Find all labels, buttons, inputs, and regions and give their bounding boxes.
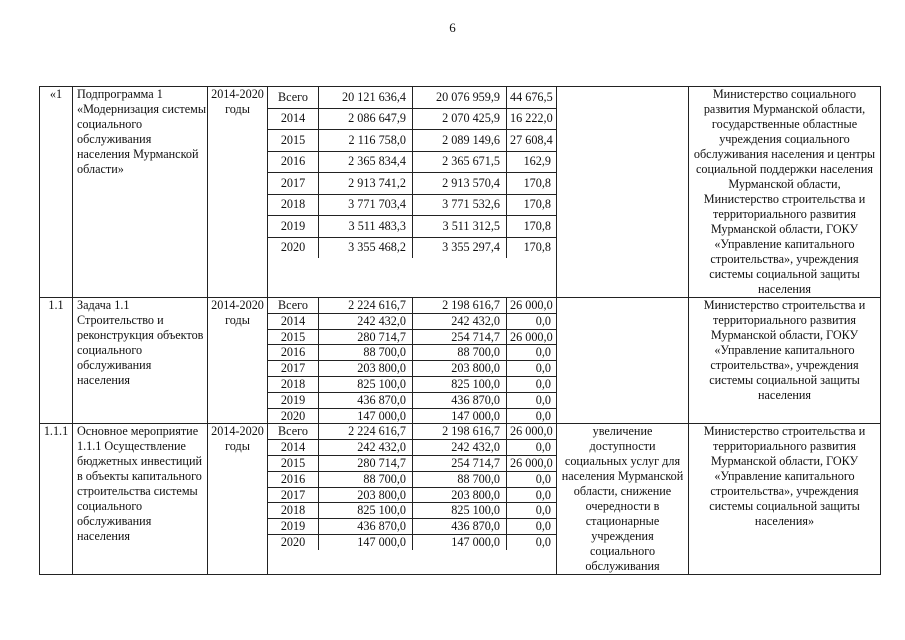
- finance-row: [268, 440, 556, 456]
- other-funds-cell: 27 608,4: [507, 130, 557, 152]
- finance-row: [268, 471, 556, 487]
- total-cell: 88 700,0: [319, 471, 413, 487]
- other-funds-cell: 0,0: [507, 471, 557, 487]
- finance-row: [268, 151, 556, 173]
- year-cell: 2020: [280, 534, 306, 549]
- finance-cell: [268, 424, 557, 575]
- row-name: Задача 1.1 Строительство и реконструкция объектов социального обслуживания населения: [73, 298, 208, 424]
- other-funds-cell: 170,8: [507, 194, 557, 216]
- other-funds-cell: 0,0: [507, 487, 557, 503]
- other-funds-cell: 0,0: [507, 376, 557, 392]
- finance-row: [268, 130, 556, 152]
- regional-budget-cell: 88 700,0: [413, 345, 507, 361]
- finance-row: [268, 298, 556, 313]
- other-funds-cell: 170,8: [507, 173, 557, 195]
- total-cell: 3 511 483,3: [319, 216, 413, 238]
- year-cell: Всего: [268, 298, 319, 313]
- regional-budget-cell: 2 070 425,9: [413, 108, 507, 130]
- other-funds-cell: 0,0: [507, 440, 557, 456]
- total-cell: 280 714,7: [319, 329, 413, 345]
- year-cell: 2019: [268, 392, 319, 408]
- year-cell: 2018: [268, 194, 319, 216]
- other-funds-cell: 26 000,0: [507, 298, 557, 313]
- regional-budget-cell: 3 355 297,4: [413, 237, 507, 258]
- other-funds-cell: 0,0: [507, 313, 557, 329]
- other-funds-cell: 0,0: [507, 519, 557, 535]
- total-cell: 2 224 616,7: [319, 298, 413, 313]
- row-period: 2014-2020 годы: [208, 424, 268, 575]
- other-funds-cell: 26 000,0: [507, 424, 557, 439]
- row-period: 2014-2020 годы: [208, 298, 268, 424]
- table-row-section-1: [40, 87, 881, 298]
- year-cell: Всего: [268, 424, 319, 439]
- table-row-section-2: [40, 298, 881, 424]
- finance-cell: [268, 298, 557, 424]
- regional-budget-cell: 436 870,0: [413, 519, 507, 535]
- regional-budget-cell: 20 076 959,9: [413, 87, 507, 108]
- other-funds-cell: 0,0: [507, 361, 557, 377]
- page-number: 6: [449, 20, 456, 35]
- regional-budget-cell: 825 100,0: [413, 376, 507, 392]
- finance-row: [268, 424, 556, 439]
- row-result: увеличение доступности социальных услуг для населения Мурманской области, снижение очередности в стационарные учреждения социального обслуживания: [557, 424, 689, 575]
- total-cell: 280 714,7: [319, 455, 413, 471]
- total-cell: 2 365 834,4: [319, 151, 413, 173]
- year-cell: 2018: [268, 376, 319, 392]
- finance-row: [268, 392, 556, 408]
- finance-row: [268, 534, 556, 549]
- regional-budget-cell: 147 000,0: [413, 408, 507, 423]
- regional-budget-cell: 203 800,0: [413, 361, 507, 377]
- year-cell: 2015: [268, 455, 319, 471]
- total-cell: 825 100,0: [319, 376, 413, 392]
- year-cell: 2016: [268, 151, 319, 173]
- year-cell: 2015: [268, 329, 319, 345]
- other-funds-cell: 26 000,0: [507, 329, 557, 345]
- total-cell: 2 913 741,2: [319, 173, 413, 195]
- finance-row: [268, 237, 556, 258]
- year-cell: 2015: [268, 130, 319, 152]
- total-cell: 242 432,0: [319, 440, 413, 456]
- regional-budget-cell: 242 432,0: [413, 313, 507, 329]
- regional-budget-cell: 88 700,0: [413, 471, 507, 487]
- finance-row: [268, 361, 556, 377]
- year-cell: 2018: [268, 503, 319, 519]
- other-funds-cell: 0,0: [507, 503, 557, 519]
- table-row-section-3: [40, 424, 881, 575]
- finance-row: [268, 173, 556, 195]
- total-cell: 436 870,0: [319, 519, 413, 535]
- other-funds-cell: 162,9: [507, 151, 557, 173]
- program-table: [39, 86, 881, 575]
- other-funds-cell: 16 222,0: [507, 108, 557, 130]
- regional-budget-cell: 2 089 149,6: [413, 130, 507, 152]
- finance-row: [268, 376, 556, 392]
- other-funds-cell: 170,8: [507, 237, 557, 258]
- regional-budget-cell: 2 913 570,4: [413, 173, 507, 195]
- finance-row: [268, 313, 556, 329]
- year-cell: 2017: [268, 173, 319, 195]
- year-cell: 2014: [268, 440, 319, 456]
- other-funds-cell: 44 676,5: [507, 87, 557, 108]
- year-cell: 2014: [268, 313, 319, 329]
- row-ministry: Министерство строительства и территориального развития Мурманской области, ГОКУ «Управление капитального строительства», учреждения системы социальной защиты населения: [689, 298, 881, 424]
- finance-table: [268, 298, 556, 423]
- regional-budget-cell: 3 771 532,6: [413, 194, 507, 216]
- other-funds-cell: 26 000,0: [507, 455, 557, 471]
- regional-budget-cell: 825 100,0: [413, 503, 507, 519]
- year-cell: 2016: [268, 471, 319, 487]
- total-cell: 2 086 647,9: [319, 108, 413, 130]
- other-funds-cell: 0,0: [507, 408, 557, 423]
- finance-row: [268, 519, 556, 535]
- row-number: «1: [40, 87, 73, 298]
- finance-table: [268, 424, 556, 549]
- finance-row: [268, 345, 556, 361]
- total-cell: 2 116 758,0: [319, 130, 413, 152]
- total-cell: 2 224 616,7: [319, 424, 413, 439]
- total-cell: 203 800,0: [319, 487, 413, 503]
- total-cell: 147 000,0: [319, 408, 413, 423]
- regional-budget-cell: 242 432,0: [413, 440, 507, 456]
- finance-row: [268, 194, 556, 216]
- row-number: 1.1: [40, 298, 73, 424]
- total-cell: 147 000,0: [319, 534, 413, 549]
- year-cell: Всего: [268, 87, 319, 108]
- regional-budget-cell: 436 870,0: [413, 392, 507, 408]
- finance-row: [268, 503, 556, 519]
- row-period: 2014-2020 годы: [208, 87, 268, 298]
- total-cell: 436 870,0: [319, 392, 413, 408]
- finance-row: [268, 108, 556, 130]
- finance-table: [268, 87, 556, 258]
- finance-row: [268, 329, 556, 345]
- total-cell: 203 800,0: [319, 361, 413, 377]
- regional-budget-cell: 2 365 671,5: [413, 151, 507, 173]
- total-cell: 88 700,0: [319, 345, 413, 361]
- other-funds-cell: 0,0: [507, 345, 557, 361]
- regional-budget-cell: 2 198 616,7: [413, 424, 507, 439]
- total-cell: 3 771 703,4: [319, 194, 413, 216]
- finance-row: [268, 87, 556, 108]
- year-cell: 2020: [280, 408, 306, 423]
- other-funds-cell: 170,8: [507, 216, 557, 238]
- regional-budget-cell: 2 198 616,7: [413, 298, 507, 313]
- finance-row: [268, 216, 556, 238]
- total-cell: 3 355 468,2: [319, 237, 413, 258]
- row-name: Основное мероприятие 1.1.1 Осуществление бюджетных инвестиций в объекты капитального строительства системы социального обслуживания населения: [73, 424, 208, 575]
- row-name: Подпрограмма 1 «Модернизация системы социального обслуживания населения Мурманской области»: [73, 87, 208, 298]
- year-cell: 2016: [268, 345, 319, 361]
- finance-cell: [268, 87, 557, 298]
- other-funds-cell: 0,0: [507, 392, 557, 408]
- row-ministry: Министерство строительства и территориального развития Мурманской области, ГОКУ «Управление капитального строительства», учреждения системы социальной защиты населения»: [689, 424, 881, 575]
- year-cell: 2019: [268, 519, 319, 535]
- year-cell: 2014: [268, 108, 319, 130]
- year-cell: 2020: [280, 240, 306, 255]
- row-number: 1.1.1: [40, 424, 73, 575]
- regional-budget-cell: 254 714,7: [413, 329, 507, 345]
- regional-budget-cell: 254 714,7: [413, 455, 507, 471]
- row-ministry: Министерство социального развития Мурманской области, государственные областные учреждения социального обслуживания населения и центры социальной поддержки населения Мурманской области, Министерство строительства и территориального развития Мурманской области, ГОКУ «Управление капитального строительства», учреждения системы социальной защиты населения: [689, 87, 881, 298]
- finance-row: [268, 455, 556, 471]
- total-cell: 242 432,0: [319, 313, 413, 329]
- year-cell: 2019: [268, 216, 319, 238]
- finance-row: [268, 487, 556, 503]
- total-cell: 825 100,0: [319, 503, 413, 519]
- row-result: [557, 298, 689, 424]
- regional-budget-cell: 3 511 312,5: [413, 216, 507, 238]
- year-cell: 2017: [268, 487, 319, 503]
- total-cell: 20 121 636,4: [319, 87, 413, 108]
- finance-row: [268, 408, 556, 423]
- regional-budget-cell: 203 800,0: [413, 487, 507, 503]
- regional-budget-cell: 147 000,0: [413, 534, 507, 549]
- other-funds-cell: 0,0: [507, 534, 557, 549]
- row-result: [557, 87, 689, 298]
- year-cell: 2017: [268, 361, 319, 377]
